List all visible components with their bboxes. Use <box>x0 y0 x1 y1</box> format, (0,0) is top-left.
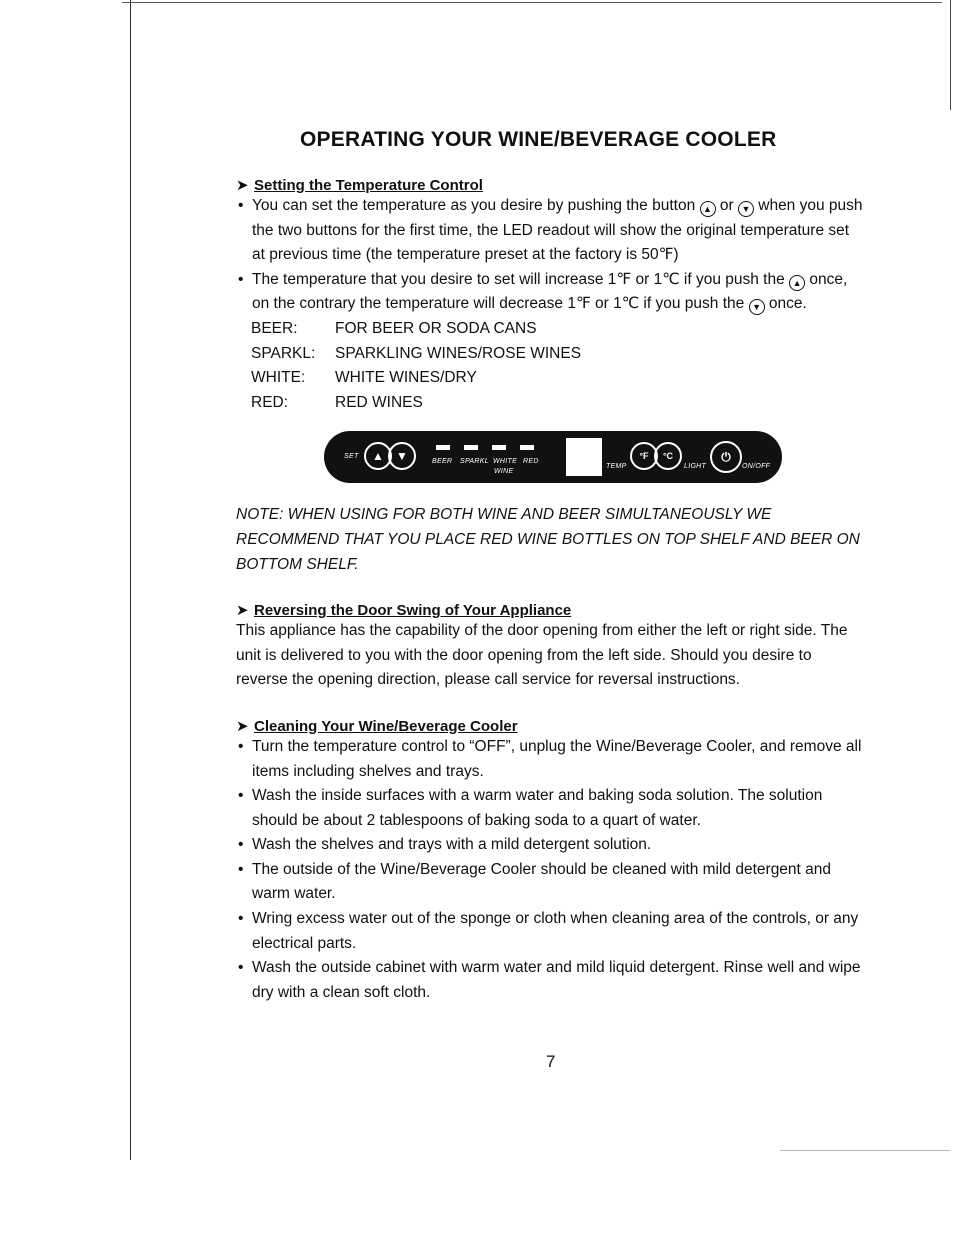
list-item: • Wash the outside cabinet with warm water and mild liquid detergent. Rinse well and wipe dry with a clean soft cloth. <box>236 956 866 1005</box>
panel-label-set: SET <box>344 453 359 461</box>
indicator-white <box>492 445 506 450</box>
indicator-red <box>520 445 534 450</box>
page-left-border <box>130 0 131 1160</box>
page-content <box>236 128 866 1005</box>
power-button-icon: ⏻ <box>710 441 742 473</box>
list-item: • The temperature that you desire to set will increase 1℉ or 1℃ if you push the ▲ once, on the contrary the temperature will decrease 1℉ or 1℃ if you push the ▼ once. <box>236 268 866 317</box>
page-bottom-line <box>780 1150 950 1151</box>
list-item: • You can set the temperature as you desire by pushing the button ▲ or ▼ when you push the two buttons for the first time, the LED readout will show the original temperature set at previous time (the temperature preset at the factory is 50℉) <box>236 194 866 268</box>
definition-row: RED: RED WINES <box>251 393 423 411</box>
page-title: OPERATING YOUR WINE/BEVERAGE COOLER <box>300 128 777 151</box>
fahrenheit-button-icon: °F <box>630 442 658 470</box>
up-arrow-icon: ▲ <box>364 442 392 470</box>
indicator-sparkl <box>464 445 478 450</box>
led-readout <box>566 438 602 476</box>
indicator-beer <box>436 445 450 450</box>
list-item: • Wring excess water out of the sponge or cloth when cleaning area of the controls, or any electrical parts. <box>236 907 866 956</box>
panel-label-light: LIGHT <box>684 463 707 471</box>
definition-list <box>251 317 866 415</box>
definition-row: SPARKL: SPARKLING WINES/ROSE WINES <box>251 344 582 362</box>
page-number: 7 <box>546 1052 556 1071</box>
down-button-icon: ▼ <box>738 201 754 217</box>
panel-label-onoff: ON/OFF <box>742 463 771 471</box>
list-item: • Wash the shelves and trays with a mild detergent solution. <box>236 833 866 858</box>
door-swing-text: This appliance has the capability of the door opening from either the left or right side. The unit is delivered to you with the door opening from the left side. Should you desire to reverse the opening direction, please call service for reversal instructions. <box>236 622 848 689</box>
panel-label-red: RED <box>523 458 539 466</box>
list-item: • The outside of the Wine/Beverage Cooler should be cleaned with mild detergent and warm water. <box>236 858 866 907</box>
section-heading-temperature: ➤ Setting the Temperature Control <box>236 177 483 194</box>
panel-label-beer: BEER <box>432 458 453 466</box>
definition-row: WHITE: WHITE WINES/DRY <box>251 369 477 387</box>
panel-label-sparkl: SPARKL <box>460 458 489 466</box>
page-top-border <box>122 2 942 3</box>
list-item: • Wash the inside surfaces with a warm water and baking soda solution. The solution should be about 2 tablespoons of baking soda to a quart of water. <box>236 784 866 833</box>
panel-label-white: WHITE <box>493 458 518 466</box>
note-text: NOTE: WHEN USING FOR BOTH WINE AND BEER SIMULTANEOUSLY WE RECOMMEND THAT YOU PLACE RED WINE BOTTLES ON TOP SHELF AND BEER ON BOTTOM SHELF. <box>236 506 860 573</box>
control-panel-illustration <box>236 423 866 493</box>
section-heading-cleaning: ➤ Cleaning Your Wine/Beverage Cooler <box>236 717 518 735</box>
cleaning-bullets <box>236 735 866 1006</box>
celsius-button-icon: °C <box>654 442 682 470</box>
panel-label-wine: WINE <box>494 468 514 476</box>
temperature-bullets <box>236 194 866 317</box>
arrow-icon: ➤ <box>236 177 249 194</box>
definition-row: BEER: FOR BEER OR SODA CANS <box>251 319 537 337</box>
down-button-icon: ▼ <box>749 299 765 315</box>
up-button-icon: ▲ <box>789 275 805 291</box>
list-item: • Turn the temperature control to “OFF”, unplug the Wine/Beverage Cooler, and remove all items including shelves and trays. <box>236 735 866 784</box>
down-arrow-icon: ▼ <box>388 442 416 470</box>
control-panel <box>324 431 782 483</box>
up-button-icon: ▲ <box>700 201 716 217</box>
panel-label-temp: TEMP <box>606 463 627 471</box>
arrow-icon: ➤ <box>236 717 249 735</box>
section-heading-door-swing: ➤ Reversing the Door Swing of Your Appliance <box>236 602 572 620</box>
page-right-border <box>950 0 951 110</box>
arrow-icon: ➤ <box>236 602 249 620</box>
